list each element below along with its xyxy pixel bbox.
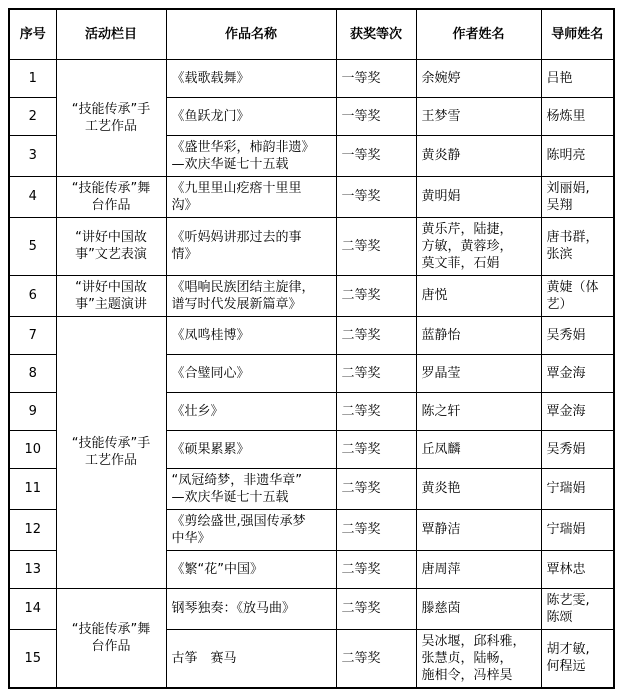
award-cell: 二等奖 xyxy=(336,550,416,588)
category-cell: “技能传承”舞 台作品 xyxy=(56,588,166,688)
mentor-cell: 陈明亮 xyxy=(541,135,614,176)
category-cell: “技能传承”舞 台作品 xyxy=(56,176,166,217)
row-number-cell: 4 xyxy=(9,176,56,217)
row-number-cell: 1 xyxy=(9,59,56,97)
mentor-cell: 吕艳 xyxy=(541,59,614,97)
work-name-cell: 《听妈妈讲那过去的事 情》 xyxy=(166,217,336,275)
work-name-cell: 《壮乡》 xyxy=(166,392,336,430)
mentor-cell: 宁瑞娟 xyxy=(541,509,614,550)
author-cell: 滕慈茵 xyxy=(416,588,541,629)
table-row xyxy=(9,59,614,97)
table-row xyxy=(9,588,614,629)
mentor-cell: 覃金海 xyxy=(541,354,614,392)
row-number-cell: 15 xyxy=(9,629,56,688)
work-name-cell: “凤冠绮梦，非遗华章” —欢庆华诞七十五载 xyxy=(166,468,336,509)
author-cell: 王梦雪 xyxy=(416,97,541,135)
row-number-cell: 5 xyxy=(9,217,56,275)
author-cell: 吴冰堰，邱科雅， 张慧贞，陆畅， 施相令，冯梓昊 xyxy=(416,629,541,688)
author-cell: 覃静洁 xyxy=(416,509,541,550)
work-name-cell: 《合璧同心》 xyxy=(166,354,336,392)
award-cell: 二等奖 xyxy=(336,430,416,468)
category-cell: “讲好中国故 事”主题演讲 xyxy=(56,275,166,316)
row-number-cell: 7 xyxy=(9,316,56,354)
author-cell: 黄明娟 xyxy=(416,176,541,217)
award-cell: 一等奖 xyxy=(336,135,416,176)
author-cell: 黄乐芹，陆捷， 方敏，黄蓉珍， 莫文菲，石娟 xyxy=(416,217,541,275)
table-row xyxy=(9,217,614,275)
header-cell-category: 活动栏目 xyxy=(56,9,166,59)
category-cell: “讲好中国故 事”文艺表演 xyxy=(56,217,166,275)
mentor-cell: 覃林忠 xyxy=(541,550,614,588)
table-row xyxy=(9,275,614,316)
mentor-cell: 宁瑞娟 xyxy=(541,468,614,509)
header-row xyxy=(9,9,614,59)
row-number-cell: 12 xyxy=(9,509,56,550)
mentor-cell: 吴秀娟 xyxy=(541,430,614,468)
author-cell: 蓝静怡 xyxy=(416,316,541,354)
mentor-cell: 陈艺雯, 陈颂 xyxy=(541,588,614,629)
table-row xyxy=(9,176,614,217)
row-number-cell: 3 xyxy=(9,135,56,176)
header-cell-mentor: 导师姓名 xyxy=(541,9,614,59)
author-cell: 黄炎静 xyxy=(416,135,541,176)
work-name-cell: 《鱼跃龙门》 xyxy=(166,97,336,135)
award-cell: 一等奖 xyxy=(336,176,416,217)
award-cell: 二等奖 xyxy=(336,316,416,354)
row-number-cell: 11 xyxy=(9,468,56,509)
category-cell: “技能传承”手 工艺作品 xyxy=(56,316,166,588)
table-row xyxy=(9,316,614,354)
header-cell-award: 获奖等次 xyxy=(336,9,416,59)
author-cell: 余婉婷 xyxy=(416,59,541,97)
author-cell: 黄炎艳 xyxy=(416,468,541,509)
header-cell-author: 作者姓名 xyxy=(416,9,541,59)
row-number-cell: 13 xyxy=(9,550,56,588)
row-number-cell: 9 xyxy=(9,392,56,430)
row-number-cell: 2 xyxy=(9,97,56,135)
row-number-cell: 14 xyxy=(9,588,56,629)
award-cell: 二等奖 xyxy=(336,217,416,275)
award-cell: 二等奖 xyxy=(336,275,416,316)
mentor-cell: 杨炼里 xyxy=(541,97,614,135)
mentor-cell: 黄婕（体 艺） xyxy=(541,275,614,316)
work-name-cell: 古筝 赛马 xyxy=(166,629,336,688)
row-number-cell: 6 xyxy=(9,275,56,316)
work-name-cell: 《硕果累累》 xyxy=(166,430,336,468)
row-number-cell: 8 xyxy=(9,354,56,392)
work-name-cell: 《九里里山疙瘩十里里 沟》 xyxy=(166,176,336,217)
award-cell: 二等奖 xyxy=(336,468,416,509)
award-cell: 一等奖 xyxy=(336,97,416,135)
award-cell: 一等奖 xyxy=(336,59,416,97)
work-name-cell: 《繁“花”中国》 xyxy=(166,550,336,588)
award-cell: 二等奖 xyxy=(336,629,416,688)
work-name-cell: 钢琴独奏：《放马曲》 xyxy=(166,588,336,629)
mentor-cell: 覃金海 xyxy=(541,392,614,430)
award-cell: 二等奖 xyxy=(336,509,416,550)
work-name-cell: 《唱响民族团结主旋律， 谱写时代发展新篇章》 xyxy=(166,275,336,316)
awards-table xyxy=(8,8,615,689)
work-name-cell: 《剪绘盛世,强国传承梦 中华》 xyxy=(166,509,336,550)
author-cell: 丘凤麟 xyxy=(416,430,541,468)
author-cell: 唐悦 xyxy=(416,275,541,316)
row-number-cell: 10 xyxy=(9,430,56,468)
table-body xyxy=(9,59,614,688)
author-cell: 唐周萍 xyxy=(416,550,541,588)
award-cell: 二等奖 xyxy=(336,354,416,392)
mentor-cell: 胡才敏, 何程远 xyxy=(541,629,614,688)
author-cell: 陈之轩 xyxy=(416,392,541,430)
header-cell-work: 作品名称 xyxy=(166,9,336,59)
category-cell: “技能传承”手 工艺作品 xyxy=(56,59,166,176)
work-name-cell: 《载歌载舞》 xyxy=(166,59,336,97)
mentor-cell: 唐书群， 张滨 xyxy=(541,217,614,275)
header-cell-number: 序号 xyxy=(9,9,56,59)
mentor-cell: 吴秀娟 xyxy=(541,316,614,354)
author-cell: 罗晶莹 xyxy=(416,354,541,392)
mentor-cell: 刘丽娟, 吴翔 xyxy=(541,176,614,217)
award-cell: 二等奖 xyxy=(336,392,416,430)
work-name-cell: 《凤鸣桂博》 xyxy=(166,316,336,354)
award-cell: 二等奖 xyxy=(336,588,416,629)
work-name-cell: 《盛世华彩，柿韵非遗》 —欢庆华诞七十五载 xyxy=(166,135,336,176)
